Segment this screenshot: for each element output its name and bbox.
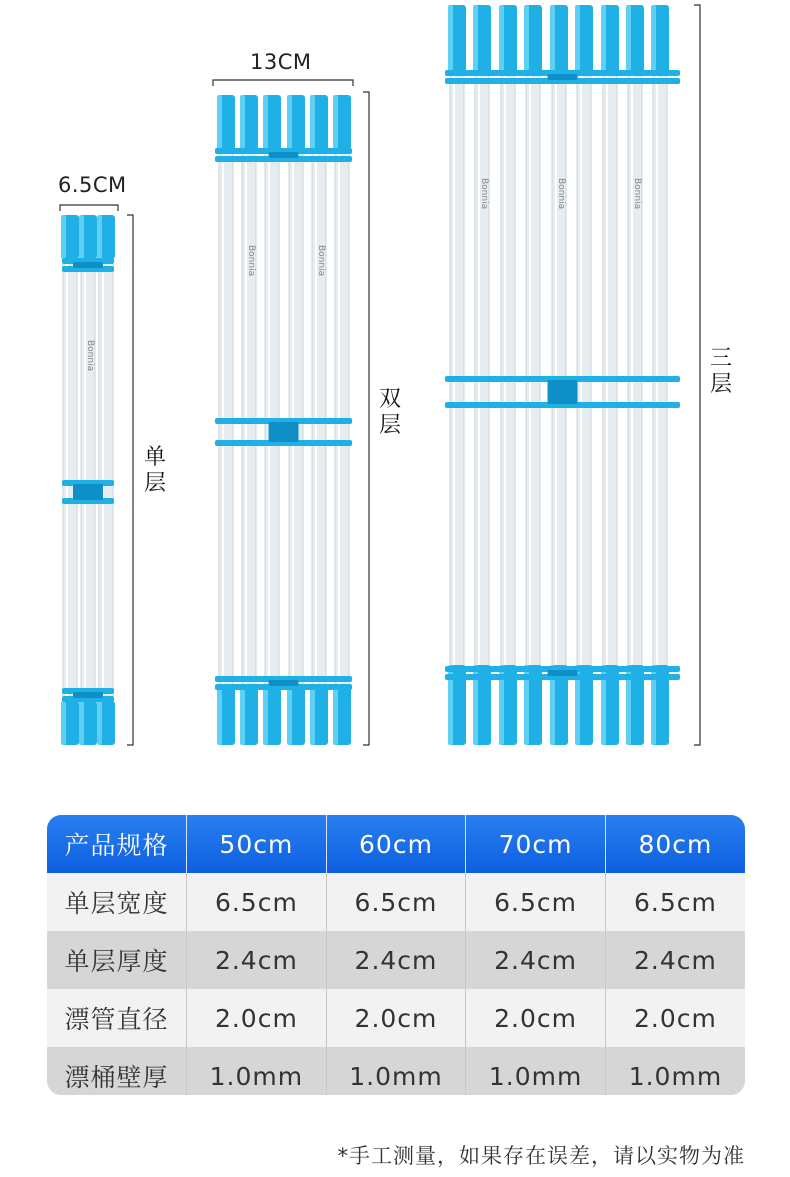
table-cell: 2.4cm [466,931,606,989]
clip-block [73,262,103,268]
tube [653,25,667,725]
cap-highlight [79,701,84,745]
cap-highlight [310,95,315,150]
tube [526,25,540,725]
cap-highlight [333,685,338,745]
cap-highlight [97,701,102,745]
cap-highlight [240,685,245,745]
cap-highlight [240,95,245,150]
cap-highlight [287,685,292,745]
cap-highlight [333,95,338,150]
brand-logo: Bonnia [556,178,566,210]
table-cell: 1.0mm [605,1047,745,1095]
double-height-label: 双层 [379,387,402,438]
width-bracket [60,205,118,211]
table-cell: 2.0cm [466,989,606,1047]
tube [603,25,617,725]
clip-block [269,422,299,442]
table-cell: 1.0mm [326,1047,466,1095]
spec-header-cell: 产品规格 [47,815,187,873]
cap-highlight [448,5,453,75]
cap-highlight [550,5,555,75]
clip-block [73,692,103,698]
cap-highlight [473,5,478,75]
clip-block [548,380,578,404]
table-cell: 6.5cm [187,873,327,931]
row-label: 单层宽度 [47,873,187,931]
brand-logo: Bonnia [479,178,489,210]
clip-block [548,74,578,80]
spec-header-row [47,815,745,873]
tube [552,25,566,725]
cap-highlight [217,95,222,150]
table-cell: 2.4cm [187,931,327,989]
cap-highlight [499,5,504,75]
single-width-label: 6.5CM [58,173,127,197]
cap-highlight [79,215,84,259]
table-row [47,931,745,989]
brand-logo: Bonnia [632,178,642,210]
height-bracket [363,92,369,745]
spec-header-cell: 70cm [466,815,606,873]
cap-highlight [97,215,102,259]
row-label: 漂桶壁厚 [47,1047,187,1095]
clip-block [73,484,103,500]
single-height-label: 单层 [144,445,167,496]
tube [501,25,515,725]
spec-header-cell: 60cm [326,815,466,873]
table-cell: 2.4cm [605,931,745,989]
cap-highlight [575,5,580,75]
triple-height-label: 三层 [710,346,733,397]
footnote: *手工测量，如果存在误差，请以实物为准 [337,1144,745,1168]
table-cell: 1.0mm [466,1047,606,1095]
cap-highlight [217,685,222,745]
brand-logo: Bonnia [85,340,95,372]
spec-table [47,815,745,1095]
table-row [47,989,745,1047]
cap-highlight [601,5,606,75]
tube [475,25,489,725]
table-cell: 2.0cm [605,989,745,1047]
table-cell: 6.5cm [605,873,745,931]
table-row [47,1047,745,1095]
tube [628,25,642,725]
table-cell: 6.5cm [466,873,606,931]
row-label: 漂管直径 [47,989,187,1047]
clip-block [548,670,578,676]
width-bracket [213,80,353,86]
clip-block [269,680,299,686]
table-cell: 2.4cm [326,931,466,989]
cap-highlight [310,685,315,745]
cap-highlight [651,5,656,75]
height-bracket [694,5,700,745]
table-cell: 6.5cm [326,873,466,931]
table-row [47,873,745,931]
spec-header-cell: 50cm [187,815,327,873]
table-cell: 2.0cm [326,989,466,1047]
cap-highlight [61,701,66,745]
table-cell: 2.0cm [187,989,327,1047]
cap-highlight [263,95,268,150]
tube [577,25,591,725]
row-label: 单层厚度 [47,931,187,989]
brand-logo: Bonnia [316,245,326,277]
height-bracket [127,215,133,745]
cap-highlight [287,95,292,150]
brand-logo: Bonnia [246,245,256,277]
clip-block [269,152,299,158]
cap-highlight [263,685,268,745]
cap-highlight [626,5,631,75]
spec-header-cell: 80cm [605,815,745,873]
tube [450,25,464,725]
cap-highlight [61,215,66,259]
double-width-label: 13CM [250,50,312,74]
table-cell: 1.0mm [187,1047,327,1095]
cap-highlight [524,5,529,75]
